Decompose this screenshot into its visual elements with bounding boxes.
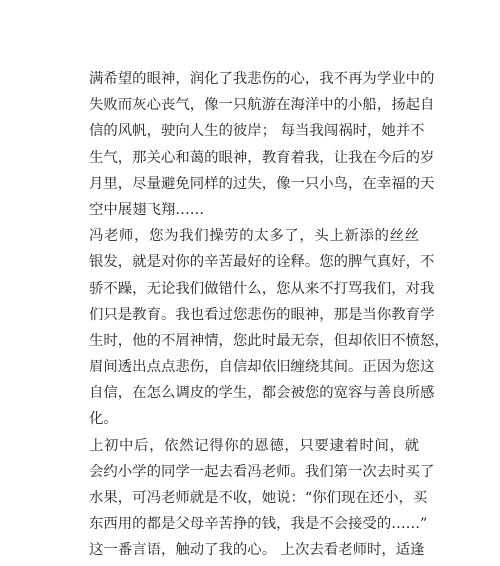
text-line: 东西用的都是父母辛苦挣的钱，我是不会接受的……”: [89, 516, 428, 533]
text-line: 失败而灰心丧气，像一只航游在海洋中的小船，扬起自: [89, 97, 435, 114]
text-line: 月里，尽量避免同样的过失，像一只小鸟，在幸福的天: [89, 175, 435, 192]
text-line: 银发，就是对你的辛苦最好的诠释。您的脾气真好，不: [89, 254, 435, 271]
text-line: 空中展翅飞翔……: [89, 201, 205, 218]
text-line: 满希望的眼神，润化了我悲伤的心，我不再为学业中的: [89, 71, 435, 87]
body-text: [89, 66, 449, 564]
text-line: 们只是教育。我也看过您悲伤的眼神，那是当你教育学: [89, 306, 435, 323]
text-line: 生时，他的不屑神情，您此时最无奈，但却依旧不愤怒，: [89, 332, 449, 349]
text-line: 冯老师，您为我们操劳的太多了，头上新添的丝丝: [89, 228, 419, 245]
text-line: 信的风帆，驶向人生的彼岸； 每当我闯祸时，她并不: [89, 123, 425, 140]
text-line: 会约小学的同学一起去看冯老师。我们第一次去时买了: [89, 463, 435, 480]
text-line: 水果，可冯老师就是不收，她说：“你们现在还小，买: [89, 490, 428, 506]
text-line: 骄不躁，无论我们做错什么，您从来不打骂我们，对我: [89, 280, 435, 297]
text-line: 化。: [89, 411, 118, 428]
text-line: 这一番言语，触动了我的心。 上次去看老师时，适逢: [89, 542, 425, 559]
text-line: 生气，那关心和蔼的眼神，教育着我，让我在今后的岁: [89, 149, 435, 166]
text-line: 上初中后，依然记得你的恩德，只要逮着时间，就: [89, 437, 419, 454]
text-line: 眉间透出点点悲伤，自信却依旧缠绕其间。正因为您这: [89, 359, 435, 376]
text-line: 自信，在怎么调皮的学生，都会被您的宽容与善良所感: [89, 385, 435, 402]
